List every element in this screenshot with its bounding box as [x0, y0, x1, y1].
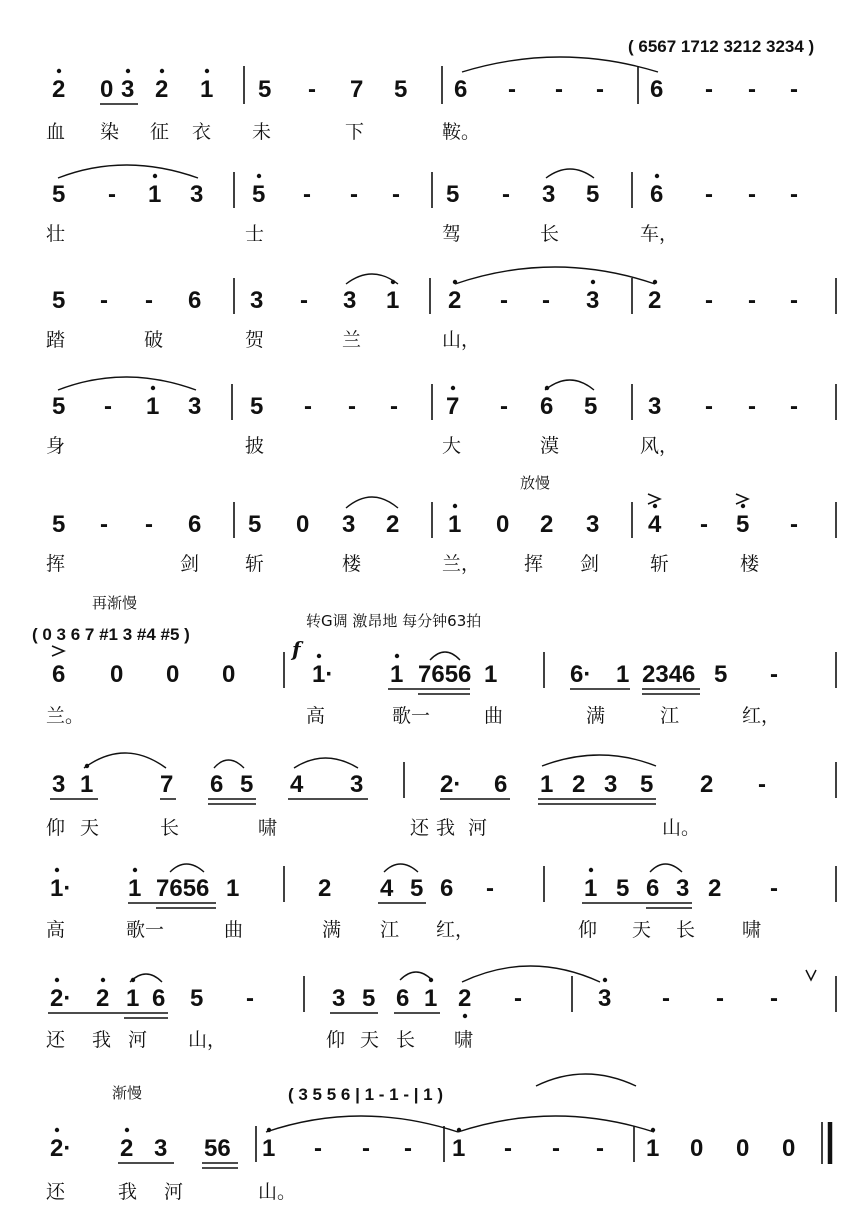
note: 1 — [386, 287, 400, 314]
note: 4 — [380, 875, 394, 902]
lyric: 曲 — [484, 705, 504, 727]
staff-row-3 — [46, 267, 836, 351]
note: 3 — [648, 393, 662, 420]
note: 1 — [262, 1135, 276, 1162]
note: - — [748, 76, 756, 103]
note: 5 — [640, 771, 654, 798]
note: - — [404, 1135, 412, 1162]
lyric: 满 — [586, 705, 606, 727]
note: 2 — [458, 985, 472, 1012]
lyric: 征 — [150, 121, 170, 143]
note: 6 — [396, 985, 410, 1012]
note: - — [303, 181, 311, 208]
note: 6 — [210, 771, 224, 798]
note: 3 — [188, 393, 202, 420]
note: - — [500, 393, 508, 420]
note: 5 — [362, 985, 376, 1012]
lyric: 驾 — [442, 223, 462, 245]
lyric: 天 — [632, 919, 652, 941]
note: - — [504, 1135, 512, 1162]
lyric: 曲 — [224, 919, 244, 941]
note: 3 — [250, 287, 264, 314]
lyric: 挥 — [524, 553, 544, 575]
lyric: 啸 — [454, 1029, 474, 1051]
note: 6 — [650, 181, 664, 208]
note: 1 — [128, 875, 142, 902]
lyric: 江 — [660, 705, 680, 727]
lyric: 我 — [92, 1029, 112, 1051]
tempo-annotation: 放慢 — [520, 474, 551, 492]
note: - — [542, 287, 550, 314]
note: - — [300, 287, 308, 314]
lyric: 河 — [164, 1181, 184, 1203]
note: 3 — [542, 181, 556, 208]
lyric: 衣 — [192, 121, 212, 143]
lyric: 山。 — [662, 817, 701, 839]
note: 1 — [148, 181, 162, 208]
note: 5 — [250, 393, 264, 420]
note: - — [700, 511, 708, 538]
lyric: 贺 — [245, 329, 265, 351]
note: - — [246, 985, 254, 1012]
note: 0 — [690, 1135, 704, 1162]
note: 1 — [584, 875, 598, 902]
note: 4 — [290, 771, 304, 798]
note: 1 — [646, 1135, 660, 1162]
lyric: 歌一 — [126, 919, 165, 941]
lyric: 士 — [245, 223, 265, 245]
lyric: 血 — [46, 121, 66, 143]
lyric: 还 — [46, 1029, 66, 1051]
note: 5 — [252, 181, 266, 208]
note: 0 — [296, 511, 310, 538]
note: - — [596, 1135, 604, 1162]
lyric: 斩 — [245, 553, 265, 575]
staff-row-9 — [46, 966, 836, 1051]
lyric: 满 — [322, 919, 342, 941]
note: - — [748, 287, 756, 314]
lyric: 披 — [245, 435, 265, 457]
note: 5 — [52, 287, 66, 314]
note: 6 — [650, 76, 664, 103]
lyric: 山， — [188, 1029, 227, 1051]
note: 7656 — [418, 661, 472, 688]
note: 1 — [226, 875, 240, 902]
note: - — [705, 393, 713, 420]
note: 1 — [452, 1135, 466, 1162]
note: - — [508, 76, 516, 103]
note: 0 — [100, 76, 114, 103]
staff-row-4 — [46, 377, 836, 457]
note: 6 — [454, 76, 468, 103]
note: - — [100, 287, 108, 314]
tempo-annotation: 渐慢 — [112, 1084, 143, 1102]
note: 1 — [540, 771, 554, 798]
lyric: 啸 — [742, 919, 762, 941]
note: 1 — [424, 985, 438, 1012]
top-prelude: ( 6567 1712 3212 3234 ) — [628, 37, 815, 56]
note: 1 — [390, 661, 404, 688]
lyric: 兰， — [442, 553, 481, 575]
staff-row-2 — [46, 165, 798, 245]
note: 2 — [700, 771, 714, 798]
lyric: 河 — [128, 1029, 148, 1051]
lyric: 破 — [144, 329, 164, 351]
note: - — [716, 985, 724, 1012]
lyric: 斩 — [650, 553, 670, 575]
note: 2346 — [642, 661, 696, 688]
note: 5 — [714, 661, 728, 688]
note: 3 — [343, 287, 357, 314]
note: 1 — [484, 661, 498, 688]
lyric: 兰。 — [46, 705, 85, 727]
staff-row-5 — [46, 474, 836, 575]
note: 5 — [616, 875, 630, 902]
note: 1 — [126, 985, 140, 1012]
note: 2 — [386, 511, 400, 538]
note: 2 — [708, 875, 722, 902]
tempo-annotation: 再渐慢 — [92, 594, 138, 612]
lyric: 长 — [160, 817, 180, 839]
lyric: 江 — [380, 919, 400, 941]
note: - — [145, 287, 153, 314]
lyric: 下 — [345, 121, 365, 143]
note: 1 — [448, 511, 462, 538]
lyric: 歌一 — [392, 705, 431, 727]
note: - — [314, 1135, 322, 1162]
note: - — [514, 985, 522, 1012]
note: 3 — [586, 511, 600, 538]
lyric: 长 — [540, 223, 560, 245]
lyric: 壮 — [46, 223, 66, 245]
note: 6 — [188, 287, 202, 314]
note: - — [552, 1135, 560, 1162]
note: 3 — [586, 287, 600, 314]
note: 5 — [240, 771, 254, 798]
note: 2 — [52, 76, 66, 103]
prelude: ( 3 5 5 6 | 1 - 1 - | 1 ) — [288, 1085, 444, 1104]
note: 7 — [160, 771, 174, 798]
note: 3 — [121, 76, 135, 103]
lyric: 还 — [410, 817, 430, 839]
note: - — [348, 393, 356, 420]
note: 3 — [342, 511, 356, 538]
key-change: 转G调 激昂地 每分钟63拍 — [306, 612, 482, 630]
lyric: 山。 — [258, 1181, 297, 1203]
note: - — [308, 76, 316, 103]
note: 56 — [204, 1135, 231, 1162]
staff-row-10 — [46, 1074, 830, 1203]
lyric: 仰 — [46, 817, 66, 839]
lyric: 漠 — [540, 435, 560, 457]
lyric: 风， — [640, 435, 679, 457]
lyric: 红， — [742, 705, 781, 727]
lyric: 天 — [80, 817, 100, 839]
lyric: 河 — [468, 817, 488, 839]
note: 5 — [584, 393, 598, 420]
lyric: 楼 — [740, 553, 760, 575]
note: - — [104, 393, 112, 420]
note: 6 — [646, 875, 660, 902]
note: - — [662, 985, 670, 1012]
note: - — [758, 771, 766, 798]
lyric: 踏 — [46, 329, 66, 351]
note: 2· — [50, 985, 72, 1012]
note: 5 — [52, 393, 66, 420]
lyric: 山， — [442, 329, 481, 351]
note: - — [108, 181, 116, 208]
note: - — [770, 985, 778, 1012]
note: - — [790, 287, 798, 314]
staff-row-8 — [46, 864, 836, 941]
note: 3 — [604, 771, 618, 798]
note: 2· — [440, 771, 462, 798]
note: 3 — [676, 875, 690, 902]
lyric: 大 — [442, 435, 462, 457]
note: 1· — [50, 875, 72, 902]
lyric: 楼 — [342, 553, 362, 575]
lyric: 长 — [396, 1029, 416, 1051]
lyric: 我 — [436, 817, 456, 839]
note: - — [705, 287, 713, 314]
lyric: 仰 — [326, 1029, 346, 1051]
lyric: 红， — [436, 919, 475, 941]
note: 1· — [312, 661, 334, 688]
prelude: ( 0 3 6 7 #1 3 #4 #5 ) — [32, 625, 190, 644]
note: 6 — [152, 985, 166, 1012]
note: 2 — [120, 1135, 134, 1162]
lyric: 身 — [46, 435, 66, 457]
lyric: 未 — [252, 121, 272, 143]
lyric: 高 — [46, 919, 66, 941]
note: 3 — [52, 771, 66, 798]
note: - — [748, 393, 756, 420]
lyric: 挥 — [46, 553, 66, 575]
note: 2 — [448, 287, 462, 314]
note: - — [350, 181, 358, 208]
note: 3 — [190, 181, 204, 208]
note: 6 — [440, 875, 454, 902]
note: 1 — [146, 393, 160, 420]
note: 5 — [258, 76, 272, 103]
note: 4 — [648, 511, 662, 538]
lyric: 天 — [360, 1029, 380, 1051]
note: 3 — [350, 771, 364, 798]
note: 0 — [110, 661, 124, 688]
note: 6 — [52, 661, 66, 688]
note: - — [705, 181, 713, 208]
lyric: 高 — [306, 705, 326, 727]
lyric: 仰 — [578, 919, 598, 941]
lyric: 剑 — [180, 553, 200, 575]
note: 5 — [586, 181, 600, 208]
note: - — [790, 181, 798, 208]
note: - — [392, 181, 400, 208]
lyric: 兰 — [342, 329, 362, 351]
note: 0 — [496, 511, 510, 538]
note: 2 — [648, 287, 662, 314]
note: 5 — [248, 511, 262, 538]
note: - — [555, 76, 563, 103]
note: 2 — [540, 511, 554, 538]
note: - — [100, 511, 108, 538]
note: 3 — [598, 985, 612, 1012]
staff-row-6 — [32, 594, 836, 727]
note: 0 — [782, 1135, 796, 1162]
note: 7 — [446, 393, 460, 420]
note: 5 — [446, 181, 460, 208]
note: 3 — [154, 1135, 168, 1162]
note: 6 — [494, 771, 508, 798]
note: 1 — [80, 771, 94, 798]
note: 6 — [540, 393, 554, 420]
note: 5 — [52, 511, 66, 538]
note: 7656 — [156, 875, 210, 902]
note: - — [502, 181, 510, 208]
note: - — [596, 76, 604, 103]
dynamic-marking: f — [292, 637, 301, 661]
note: 2 — [318, 875, 332, 902]
note: 0 — [166, 661, 180, 688]
lyric: 啸 — [258, 817, 278, 839]
note: 2 — [96, 985, 110, 1012]
note: 0 — [736, 1135, 750, 1162]
note: 5 — [52, 181, 66, 208]
note: 2 — [155, 76, 169, 103]
note: 6· — [570, 661, 592, 688]
note: 1 — [616, 661, 630, 688]
note: - — [748, 181, 756, 208]
note: 3 — [332, 985, 346, 1012]
lyric: 鞍。 — [442, 121, 481, 143]
note: 6 — [188, 511, 202, 538]
staff-row-1 — [46, 57, 798, 143]
staff-row-7 — [46, 753, 836, 839]
note: - — [304, 393, 312, 420]
note: - — [790, 76, 798, 103]
note: - — [390, 393, 398, 420]
note: - — [770, 661, 778, 688]
note: 5 — [410, 875, 424, 902]
lyric: 长 — [676, 919, 696, 941]
note: - — [770, 875, 778, 902]
note: 5 — [736, 511, 750, 538]
note: - — [790, 511, 798, 538]
note: 5 — [394, 76, 408, 103]
note: 7 — [350, 76, 364, 103]
note: - — [500, 287, 508, 314]
note: 0 — [222, 661, 236, 688]
note: - — [145, 511, 153, 538]
note: 1 — [200, 76, 214, 103]
lyric: 剑 — [580, 553, 600, 575]
lyric: 染 — [100, 121, 120, 143]
note: - — [362, 1135, 370, 1162]
lyric: 车， — [640, 223, 679, 245]
note: - — [705, 76, 713, 103]
note: - — [486, 875, 494, 902]
lyric: 我 — [118, 1181, 138, 1203]
lyric: 还 — [46, 1181, 66, 1203]
note: 5 — [190, 985, 204, 1012]
note: 2· — [50, 1135, 72, 1162]
note: - — [790, 393, 798, 420]
note: 2 — [572, 771, 586, 798]
